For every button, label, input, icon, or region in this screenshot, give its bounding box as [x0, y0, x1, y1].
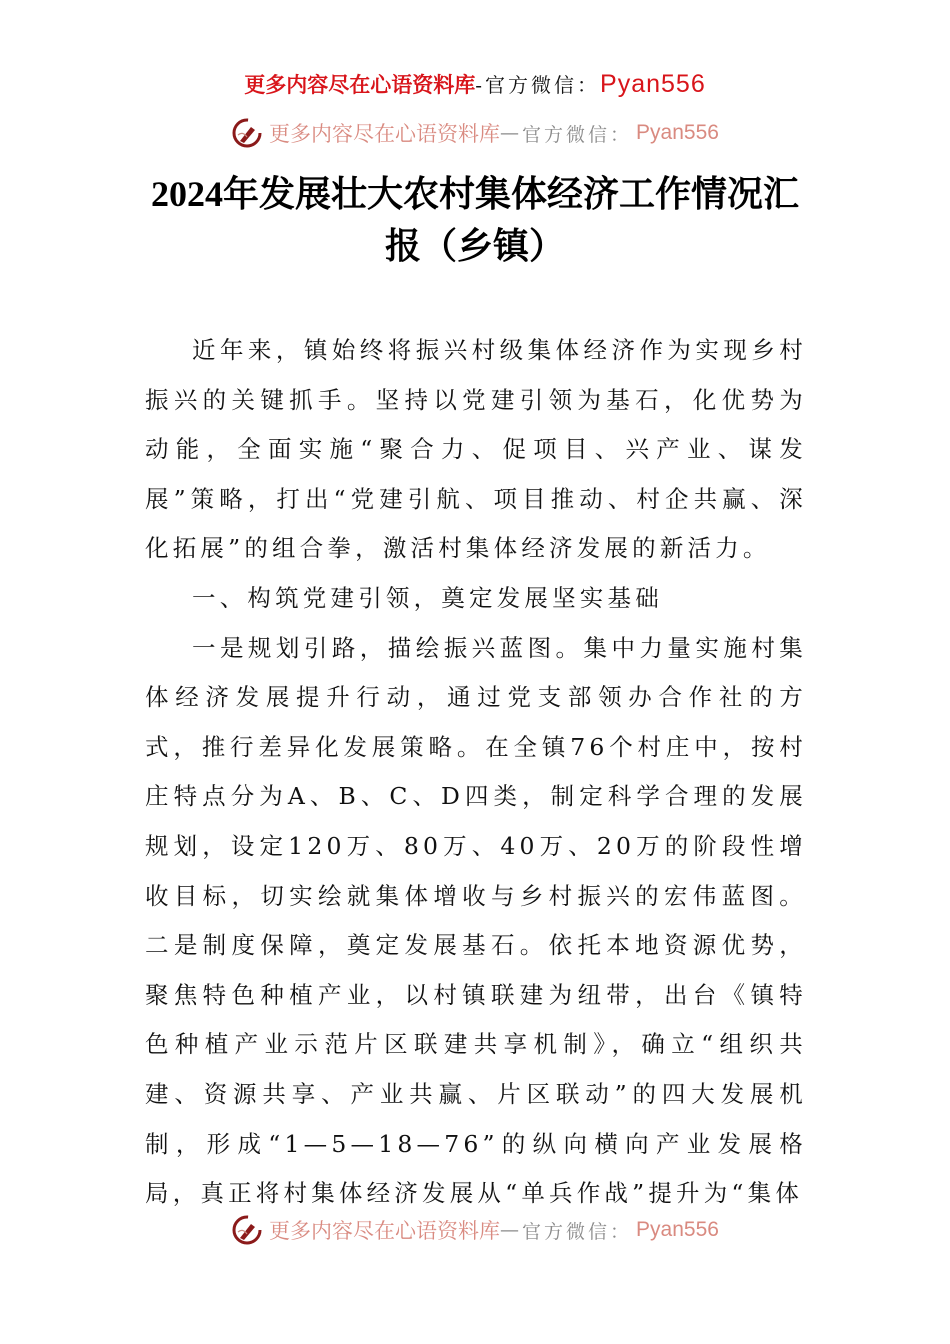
watermark-footer: [0, 1210, 950, 1250]
watermark-pink-text: 更多内容尽在心语资料库: [269, 122, 501, 146]
watermark-pink-text: 更多内容尽在心语资料库: [269, 1219, 501, 1243]
quill-pen-logo-icon: [231, 1214, 263, 1246]
paragraph-section-1: 一是规划引路，描绘振兴蓝图。集中力量实施村集体经济发展提升行动，通过党支部领办合作社的方式，推行差异化发展策略。在全镇76个村庄中，按村庄特点分为A、B、C、D四类，制定科学合理的发展规划，设定120万、80万、40万、20万的阶段性增收目标，切实绘就集体增收与乡村振兴的宏伟蓝图。二是制度保障，奠定发展基石。依托本地资源优势，聚焦特色种植产业，以村镇联建为纽带，出台《镇特色种植产业示范片区联建共享机制》，确立“组织共建、资源共享、产业共赢、片区联动”的四大发展机制，形成“1—5—18—76”的纵向横向产业发展格局，真正将村集体经济发展从“单兵作战”提升为“集体: [145, 633, 807, 1208]
watermark-header: [0, 113, 950, 153]
title-line-1: 2024年发展壮大农村集体经济工作情况汇: [150, 174, 799, 214]
title-line-2: 报（乡镇）: [384, 226, 565, 266]
banner-dash: -: [475, 73, 486, 97]
banner-wechat-label: 官方微信：: [485, 73, 601, 97]
watermark-wechat-id: Pyan556: [636, 1218, 719, 1241]
watermark-wechat-id: Pyan556: [636, 121, 719, 144]
paragraph-intro: 近年来，镇始终将振兴村级集体经济作为实现乡村振兴的关键抓手。坚持以党建引领为基石，化优势为动能，全面实施“聚合力、促项目、兴产业、谋发展”策略，打出“党建引航、项目推动、村企共赢、深化拓展”的组合拳，激活村集体经济发展的新活力。: [145, 336, 807, 563]
watermark-separator: —: [500, 122, 523, 144]
document-title: [140, 168, 810, 272]
banner-red-text: 更多内容尽在心语资料库: [244, 72, 476, 97]
promo-banner: [0, 68, 950, 102]
document-body: [145, 326, 807, 1219]
section-heading-1: 一、构筑党建引领，奠定发展坚实基础: [192, 583, 663, 612]
watermark-wechat-label: 官方微信：: [522, 123, 633, 146]
watermark-wechat-label: 官方微信：: [522, 1220, 633, 1243]
watermark-separator: —: [500, 1219, 523, 1241]
banner-wechat-id: Pyan556: [600, 70, 706, 98]
quill-pen-logo-icon: [231, 117, 263, 149]
